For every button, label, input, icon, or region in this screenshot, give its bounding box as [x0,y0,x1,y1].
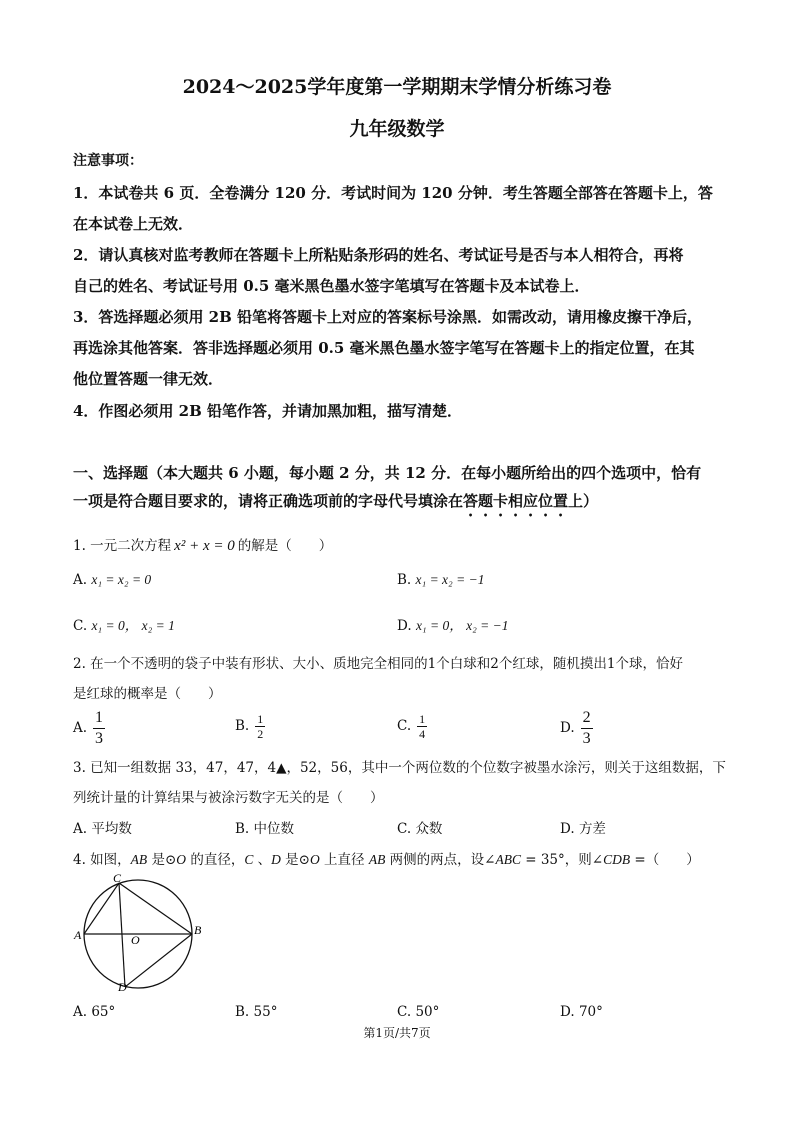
notice-line: 3．答选择题必须用 2B 铅笔将答题卡上对应的答案标号涂黑．如需改动，请用橡皮擦干净后， [73,308,703,326]
q1-option-a[interactable]: A. x₁ = x₂ = 0 [73,572,152,588]
label-a: A [74,928,82,942]
q1-option-b[interactable]: B. x₁ = x₂ = −1 [397,572,485,588]
exam-subtitle: 九年级数学 [349,118,445,140]
section-heading-line2: 一项是符合题目要求的，请将正确选项前的字母代号填涂在答题卡相应位置上） [73,492,599,510]
q4-option-b[interactable]: B. 55° [235,1004,278,1020]
page-footer: 第1页/共7页 [363,1026,431,1040]
q2-option-a[interactable]: A. $\frac{1}{3}$ [73,709,104,747]
question-3-line2: 列统计量的计算结果与被涂污数字无关的是（ ） [73,790,384,806]
q3-option-a[interactable]: A. 平均数 [73,821,132,837]
q3-option-c[interactable]: C. 众数 [397,821,443,837]
q2-option-d[interactable]: D. $\frac{2}{3}$ [560,709,591,747]
label-c: C [113,872,122,885]
emphasized-text: 答题卡相应位置 [463,492,569,510]
label-b: B [194,923,202,937]
question-4: 4. 如图，AB 是⊙O 的直径，C 、D 是⊙O 上直径 AB 两侧的两点，设∠ABC = 35°，则∠CDB =（ ） [73,852,700,868]
q3-option-b[interactable]: B. 中位数 [235,821,295,837]
label-d: D [118,980,127,994]
q2-option-b[interactable]: B. $\frac{1}{2}$ [235,712,264,741]
notice-line: 再选涂其他答案．答非选择题必须用 0.5 毫米黑色墨水签字笔写在答题卡上的指定位置，在其 [73,339,695,357]
section-heading-line1: 一、选择题（本大题共 6 小题，每小题 2 分，共 12 分．在每小题所给出的四个选项中，恰有 [73,464,702,482]
question-3-line1: 3. 已知一组数据 33，47，47，4▲，52，56，其中一个两位数的个位数字被墨水涂污，则关于这组数据，下 [73,760,726,776]
notice-line: 他位置答题一律无效． [73,370,224,388]
notice-heading: 注意事项： [73,153,143,169]
notice-line: 在本试卷上无效． [73,215,194,233]
equation: x² + x = 0 [174,538,235,554]
notice-line: 2．请认真核对监考教师在答题卡上所粘贴条形码的姓名、考试证号是否与本人相符合，再将 [73,246,684,264]
exam-title: 2024～2025学年度第一学期期末学情分析练习卷 [182,76,612,98]
chord-cb [119,883,192,934]
notice-line: 自己的姓名、考试证号用 0.5 毫米黑色墨水签字笔填写在答题卡及本试卷上． [73,277,590,295]
notice-line: 4．作图必须用 2B 铅笔作答，并请加黑加粗，描写清楚． [73,402,462,420]
q2-option-c[interactable]: C. $\frac{1}{4}$ [397,712,426,741]
q4-option-a[interactable]: A. 65° [73,1004,116,1020]
question-2-line2: 是红球的概率是（ ） [73,686,222,702]
q1-option-d[interactable]: D. x₁ = 0， x₂ = −1 [397,618,509,634]
q4-option-d[interactable]: D. 70° [560,1004,603,1020]
question-1: 1. 一元二次方程 x² + x = 0 的解是（ ） [73,538,333,554]
chord-ca [84,883,119,934]
chord-cd [119,883,125,987]
q1-option-c[interactable]: C. x₁ = 0， x₂ = 1 [73,618,175,634]
notice-line: 1．本试卷共 6 页．全卷满分 120 分．考试时间为 120 分钟．考生答题全部答在答题卡上，答 [73,184,713,202]
q4-option-c[interactable]: C. 50° [397,1004,440,1020]
circle-figure [70,872,210,994]
question-2-line1: 2. 在一个不透明的袋子中装有形状、大小、质地完全相同的1个白球和2个红球，随机摸出1个球，恰好 [73,656,683,672]
q3-option-d[interactable]: D. 方差 [560,821,606,837]
label-o: O [131,933,140,947]
